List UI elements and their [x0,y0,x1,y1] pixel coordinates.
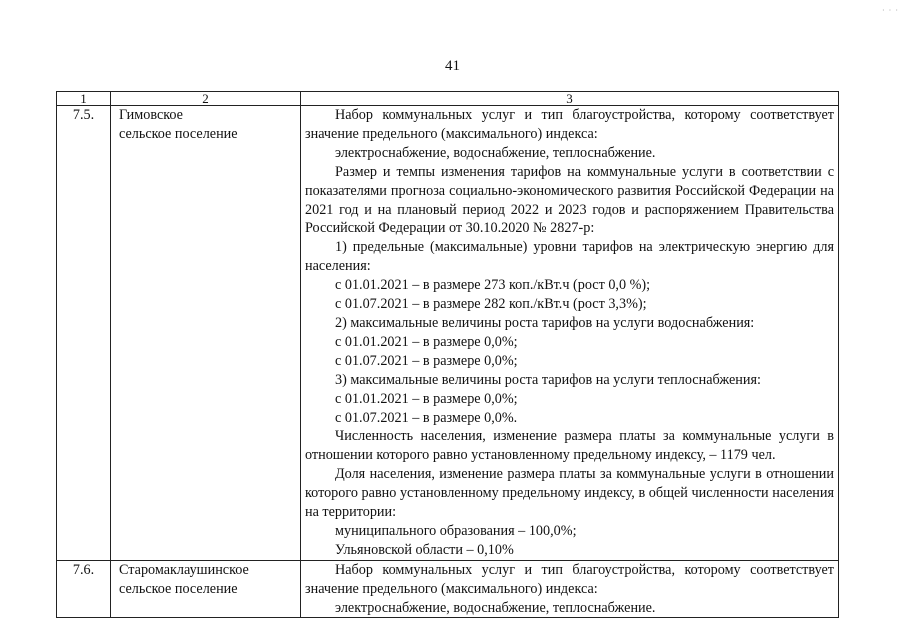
description-paragraph: Ульяновской области – 0,10% [335,541,514,558]
settlement-name-line1: Гимовское [119,107,183,123]
description-paragraph: Размер и темпы изменения тарифов на коммунальные услуги в соответствии с показателями прогноза социально-экономического развития Российской Федерации на 2021 год и на плановый период 2022 и 2023 годов и распоряжением Правительства Российской Федерации от 30.10.2020 № 2827-р: [305,163,834,237]
description-paragraph: электроснабжение, водоснабжение, теплоснабжение. [335,599,656,616]
header-col-3: 3 [301,92,839,106]
description-paragraph: 1) предельные (максимальные) уровни тарифов на электрическую энергию для населения: [305,239,834,275]
description-paragraph: Набор коммунальных услуг и тип благоустройства, которому соответствует значение предельного (максимального) индекса: [305,107,834,142]
description-paragraph: с 01.01.2021 – в размере 273 коп./кВт.ч (рост 0,0 %); [335,277,651,294]
description-paragraph: с 01.07.2021 – в размере 0,0%; [335,352,518,369]
description-paragraph: электроснабжение, водоснабжение, теплоснабжение. [335,144,656,161]
table-header-row [57,92,839,106]
description-paragraph: с 01.01.2021 – в размере 0,0%; [335,333,518,350]
settlement-name-line2: сельское поселение [119,580,238,597]
page-number: 41 [445,58,460,74]
description-paragraph: с 01.07.2021 – в размере 282 коп./кВт.ч (рост 3,3%); [335,296,647,313]
settlement-name-line2: сельское поселение [119,125,238,142]
table-row [57,106,839,561]
description-paragraph: Доля населения, изменение размера платы за коммунальные услуги в отношении которого равно установленному предельному индексу, в общей численности населения на территории: [305,466,834,521]
tariff-table [56,91,839,618]
table-row [57,560,839,618]
settlement-name [111,106,301,561]
row-number: 7.6. [57,560,111,618]
header-col-2: 2 [111,92,301,106]
description-paragraph: муниципального образования – 100,0%; [335,522,577,539]
description-paragraph: Набор коммунальных услуг и тип благоустройства, которому соответствует значение предельного (максимального) индекса: [305,561,834,597]
settlement-name-line1: Старомаклаушинское [119,561,249,578]
description-paragraph: с 01.07.2021 – в размере 0,0%. [335,409,518,426]
description-paragraph: 2) максимальные величины роста тарифов на услуги водоснабжения: [335,314,755,331]
scan-mark: · · · [882,6,899,15]
description-paragraph: Численность населения, изменение размера платы за коммунальные услуги в отношении которого равно установленному предельному индексу, – 1179 чел. [305,428,834,464]
description-paragraph: 3) максимальные величины роста тарифов на услуги теплоснабжения: [335,371,761,388]
settlement-name [111,560,301,618]
description-paragraph: с 01.01.2021 – в размере 0,0%; [335,390,518,407]
header-col-1: 1 [57,92,111,106]
row-number: 7.5. [57,106,111,561]
tariff-description [301,560,839,618]
tariff-description [301,106,839,561]
